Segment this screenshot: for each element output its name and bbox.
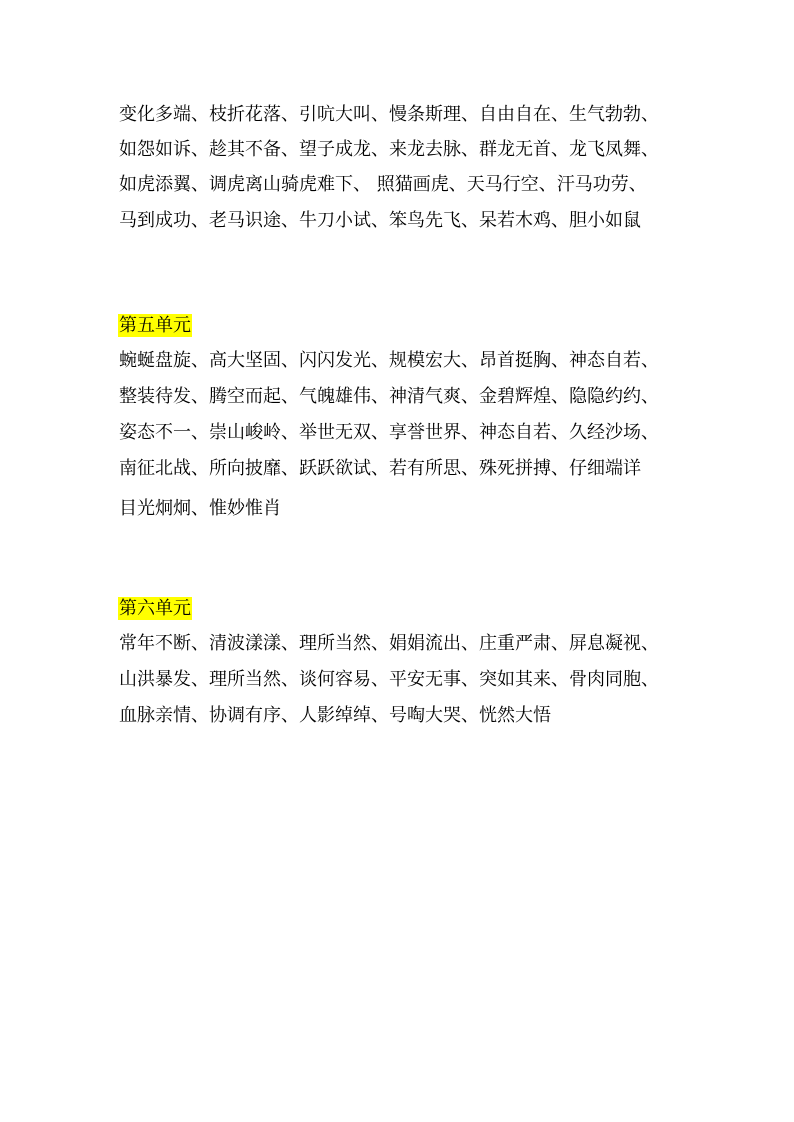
idiom-line: 整装待发、腾空而起、气魄雄伟、神清气爽、金碧辉煌、隐隐约约、 bbox=[119, 386, 659, 407]
idiom-line: 马到成功、老马识途、牛刀小试、笨鸟先飞、呆若木鸡、胆小如鼠 bbox=[119, 210, 641, 231]
unit-five-heading: 第五单元 bbox=[119, 315, 191, 336]
idiom-line: 血脉亲情、协调有序、人影绰绰、号啕大哭、恍然大悟 bbox=[119, 705, 551, 726]
idiom-line: 姿态不一、崇山峻岭、举世无双、享誉世界、神态自若、久经沙场、 bbox=[119, 422, 659, 443]
idiom-line: 目光炯炯、惟妙惟肖 bbox=[119, 498, 281, 519]
idiom-line: 如怨如诉、趁其不备、望子成龙、来龙去脉、群龙无首、龙飞凤舞、 bbox=[119, 139, 659, 160]
idiom-line: 蜿蜒盘旋、高大坚固、闪闪发光、规模宏大、昂首挺胸、神态自若、 bbox=[119, 350, 659, 371]
idiom-line: 山洪暴发、理所当然、谈何容易、平安无事、突如其来、骨肉同胞、 bbox=[119, 669, 659, 690]
idiom-line: 变化多端、枝折花落、引吭大叫、慢条斯理、自由自在、生气勃勃、 bbox=[119, 104, 659, 125]
idiom-line: 南征北战、所向披靡、跃跃欲试、若有所思、殊死拼搏、仔细端详 bbox=[119, 458, 641, 479]
unit-six-heading: 第六单元 bbox=[119, 598, 191, 619]
idiom-line: 如虎添翼、调虎离山骑虎难下、 照猫画虎、天马行空、汗马功劳、 bbox=[119, 174, 647, 195]
idiom-line: 常年不断、清波漾漾、理所当然、娟娟流出、庄重严肃、屏息凝视、 bbox=[119, 633, 659, 654]
